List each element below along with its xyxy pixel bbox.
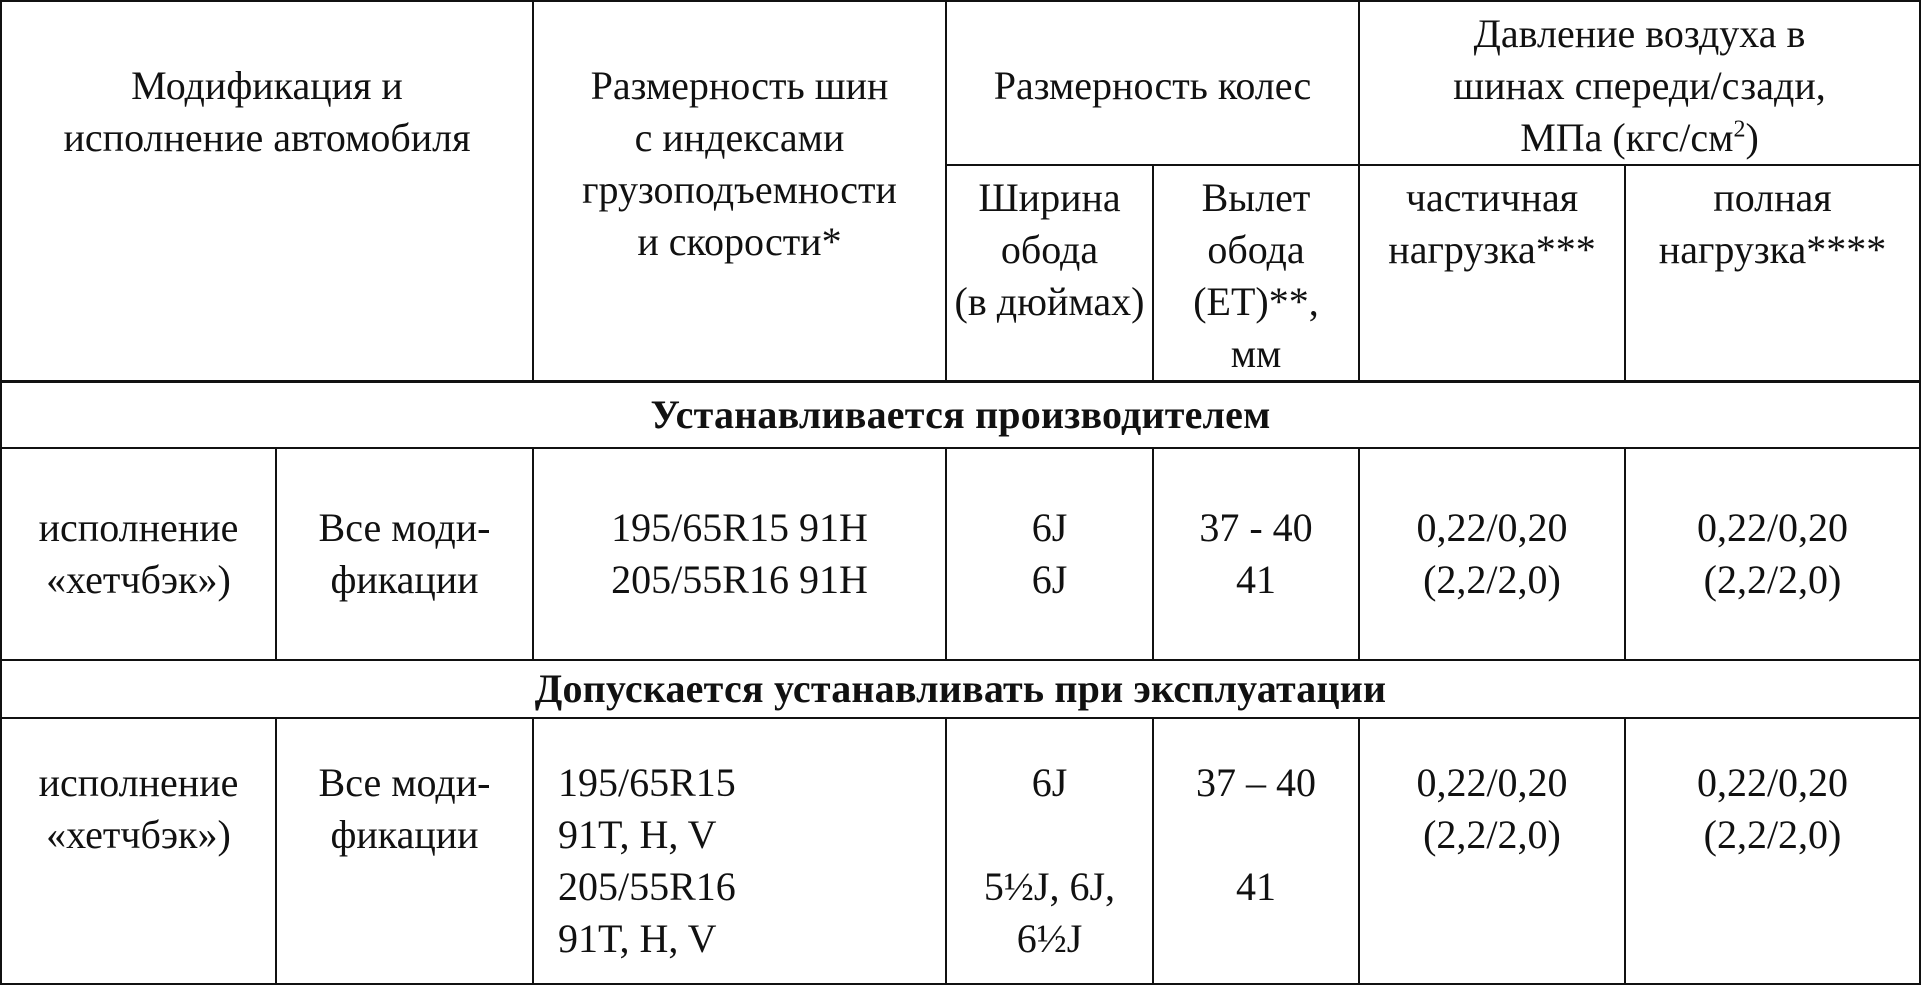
cell-rim-offset: 37 – 40 41 <box>1153 718 1359 984</box>
header-wheel-size: Размерность колес <box>946 1 1359 165</box>
cell-rim-width: 6J 6J <box>946 448 1153 660</box>
cell-modification: Все моди- фикации <box>276 448 533 660</box>
header-rim-width: Ширина обода (в дюймах) <box>946 165 1153 382</box>
header-pressure: Давление воздуха в шинах спереди/сзади, МПа $(кгс/см^2)$ <box>1359 1 1920 165</box>
header-partial-load: частичная нагрузка*** <box>1359 165 1625 382</box>
cell-version: исполнение «хетчбэк») <box>1 448 276 660</box>
header-rim-offset: Вылет обода (ЕТ)**, мм <box>1153 165 1359 382</box>
cell-tires: 195/65R15 91T, H, V 205/55R16 91T, H, V <box>533 718 946 984</box>
cell-partial-load: 0,22/0,20 (2,2/2,0) <box>1359 718 1625 984</box>
cell-rim-width: 6J 5½J, 6J, 6½J <box>946 718 1153 984</box>
section-title-manufacturer: Устанавливается производителем <box>1 382 1920 448</box>
header-modification: Модификация и исполнение автомобиля <box>1 1 533 382</box>
cell-full-load: 0,22/0,20 (2,2/2,0) <box>1625 718 1920 984</box>
cell-tires: 195/65R15 91H 205/55R16 91H <box>533 448 946 660</box>
cell-rim-offset: 37 - 40 41 <box>1153 448 1359 660</box>
cell-full-load: 0,22/0,20 (2,2/2,0) <box>1625 448 1920 660</box>
cell-partial-load: 0,22/0,20 (2,2/2,0) <box>1359 448 1625 660</box>
cell-version: исполнение «хетчбэк») <box>1 718 276 984</box>
header-tire-size: Размерность шин с индексами грузоподъемности и скорости* <box>533 1 946 382</box>
header-full-load: полная нагрузка**** <box>1625 165 1920 382</box>
cell-modification: Все моди- фикации <box>276 718 533 984</box>
section-title-operation: Допускается устанавливать при эксплуатации <box>1 660 1920 718</box>
